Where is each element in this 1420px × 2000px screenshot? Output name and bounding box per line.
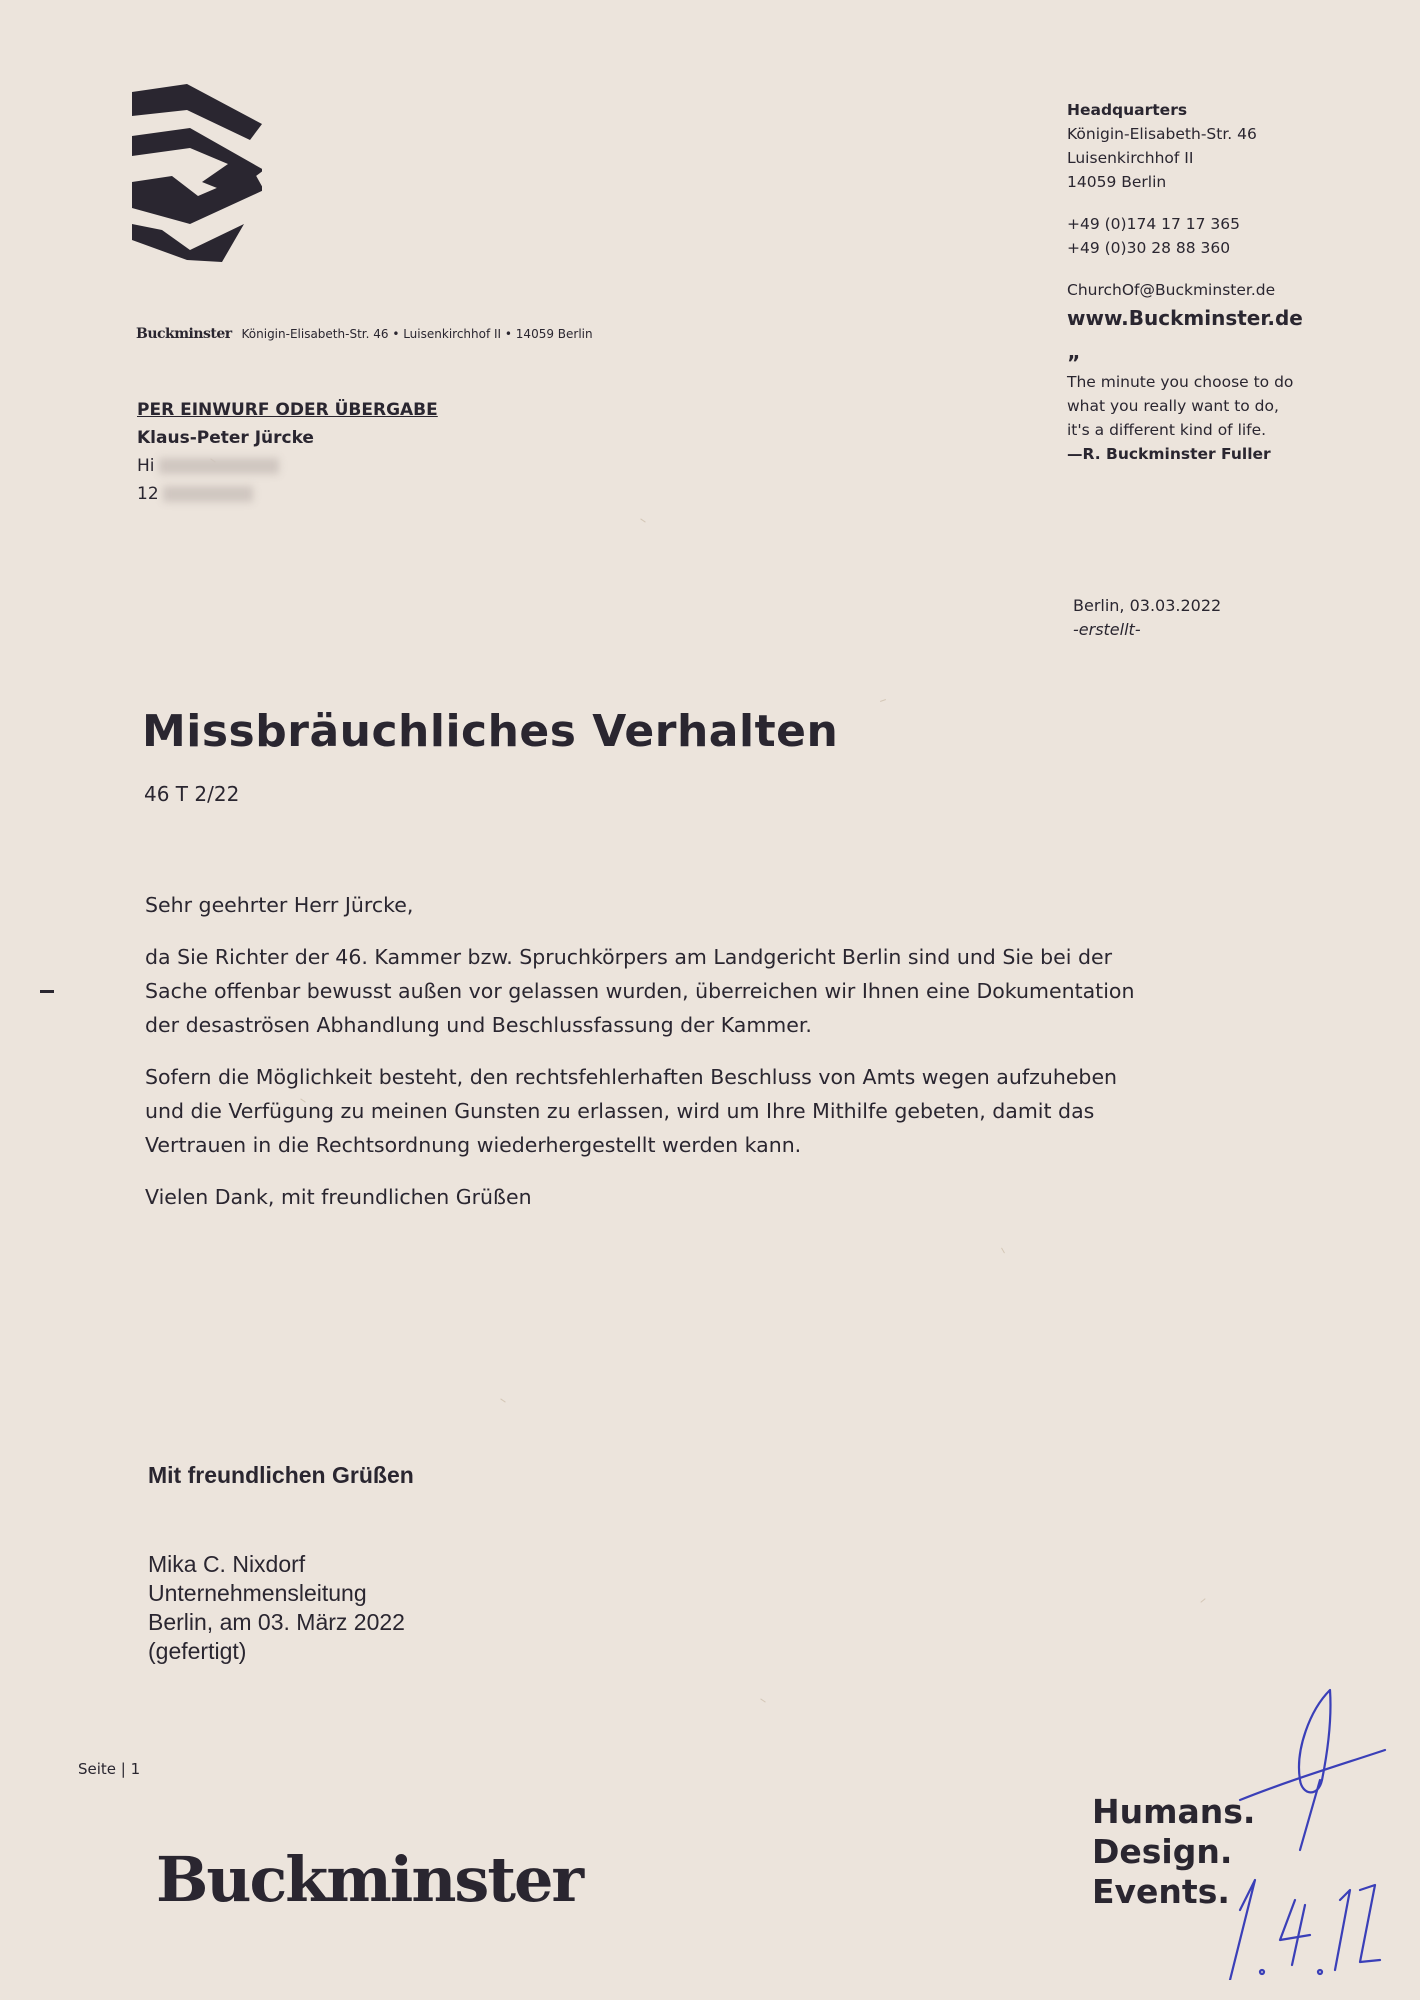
sender-return-line (136, 326, 593, 342)
handwritten-annotation (1200, 1680, 1400, 1980)
quote-line-2: what you really want to do, (1067, 397, 1279, 415)
letter-body (145, 888, 1135, 1232)
closing-greeting: Mit freundlichen Grüßen (148, 1462, 414, 1488)
signer-role: Unternehmensleitung (148, 1580, 367, 1606)
sender-brand: Buckminster (136, 326, 232, 342)
signature-block (148, 1550, 405, 1666)
hq-street: Königin-Elisabeth-Str. 46 (1067, 125, 1257, 143)
recipient-city: 12 (137, 480, 438, 508)
redacted-street (159, 458, 279, 474)
buckminster-logo-icon (132, 84, 262, 264)
date-line: Berlin, 03.03.2022 (1073, 596, 1222, 615)
document-title: Missbräuchliches Verhalten (142, 706, 839, 757)
tagline-humans: Humans. (1092, 1792, 1256, 1831)
quote-line-1: The minute you choose to do (1067, 373, 1294, 391)
signer-name: Mika C. Nixdorf (148, 1551, 306, 1577)
tagline-events: Events. (1092, 1872, 1230, 1911)
date-status: -erstellt- (1073, 620, 1141, 639)
hq-city: 14059 Berlin (1067, 173, 1167, 191)
body-paragraph-1: da Sie Richter der 46. Kammer bzw. Spruchkörpers am Landgericht Berlin sind und Sie bei der Sache offenbar bewusst außen vor gelassen wurden, überreichen wir Ihnen eine Dokumentation der desaströsen Abhandlung und Beschlussfassung der Kammer. (145, 945, 1135, 1037)
website: www.Buckminster.de (1067, 306, 1303, 330)
quote-line-3: it's a different kind of life. (1067, 421, 1267, 439)
salutation: Sehr geehrter Herr Jürcke, (145, 893, 414, 917)
redacted-city (163, 486, 253, 502)
hq-place: Luisenkirchhof II (1067, 149, 1194, 167)
phone-landline: +49 (0)30 28 88 360 (1067, 239, 1231, 257)
letter-date (1073, 594, 1221, 642)
recipient-street: Hi (137, 452, 438, 480)
page-number: Seite | 1 (78, 1760, 141, 1778)
recipient-address (137, 396, 438, 508)
tagline-design: Design. (1092, 1832, 1233, 1871)
reference-number: 46 T 2/22 (144, 782, 240, 806)
contact-column (1067, 98, 1387, 466)
phone-mobile: +49 (0)174 17 17 365 (1067, 215, 1240, 233)
signed-place-date: Berlin, am 03. März 2022 (148, 1609, 405, 1635)
quote-mark-icon: ” (1067, 351, 1081, 375)
footer-brand-logo: Buckminster (156, 1843, 583, 1916)
email-address: ChurchOf@Buckminster.de (1067, 281, 1276, 299)
quote-author: —R. Buckminster Fuller (1067, 445, 1271, 463)
recipient-name: Klaus-Peter Jürcke (137, 428, 314, 448)
delivery-note: PER EINWURF ODER ÜBERGABE (137, 400, 438, 420)
body-paragraph-2: Sofern die Möglichkeit besteht, den rechtsfehlerhaften Beschluss von Amts wegen aufzuheben und die Verfügung zu meinen Gunsten zu erlassen, wird um Ihre Mithilfe gebeten, damit das Vertrauen in die Rechtsordnung wiederhergestellt werden kann. (145, 1065, 1118, 1157)
sender-address: Königin-Elisabeth-Str. 46 • Luisenkirchhof II • 14059 Berlin (241, 327, 593, 341)
hq-title: Headquarters (1067, 101, 1188, 119)
signed-note: (gefertigt) (148, 1638, 247, 1664)
thanks-line: Vielen Dank, mit freundlichen Grüßen (145, 1185, 532, 1209)
